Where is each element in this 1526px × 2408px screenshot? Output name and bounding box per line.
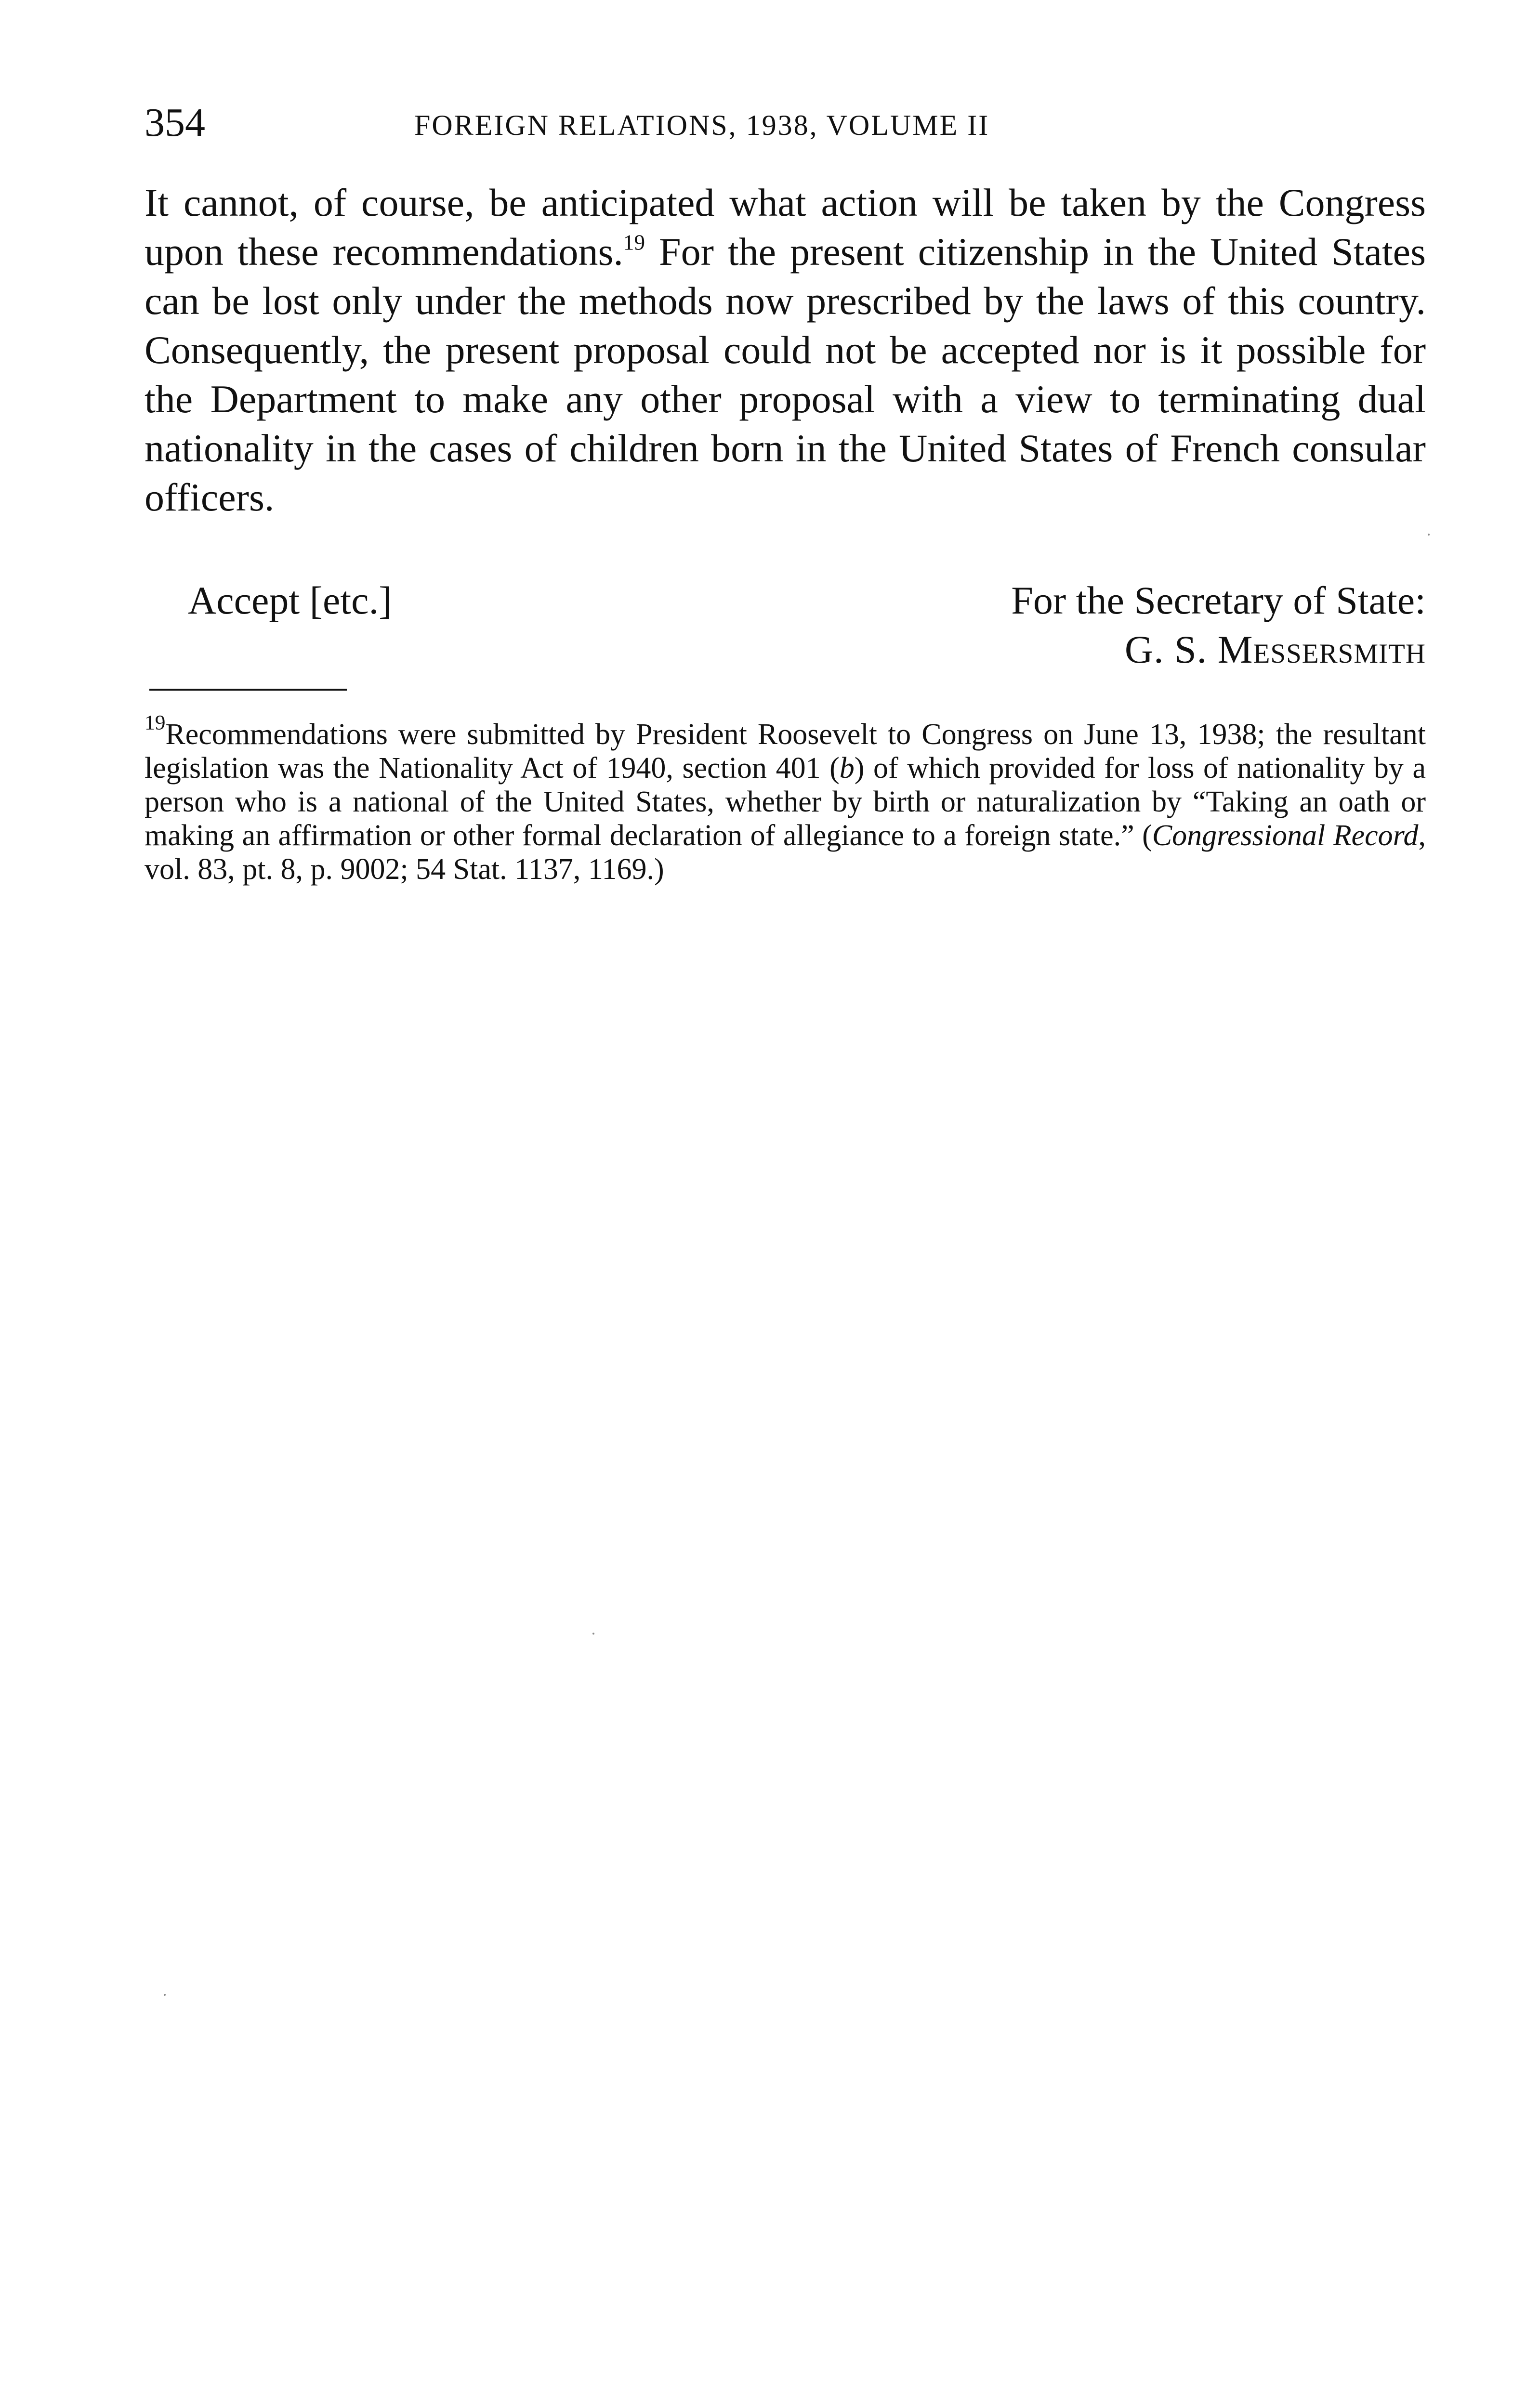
signatory-name: G. S. Messersmith bbox=[1124, 628, 1426, 671]
scan-speck bbox=[1428, 534, 1430, 536]
body-text-after-note: For the present citizenship in the United States can be lost only under the methods now prescribed by the laws of this country. Consequently, the present proposal could not be accepted nor is it possible for the Department to make any other proposal with a view to terminating dual nationality in the cases of children born in the United States of French consular officers. bbox=[145, 230, 1426, 519]
footnote-text-start: Recommendations were submitted by President Roosevelt to Congress on June 13, 1938; the resultant legislation was the Nationality Act of 1940, section 401 ( bbox=[145, 718, 1426, 785]
page-number: 354 bbox=[145, 100, 205, 145]
signature-block bbox=[1011, 576, 1426, 674]
body-text-before-note: It cannot, of course, be anticipated what action will be taken by the Congress upon these recommendations. bbox=[145, 181, 1426, 274]
running-head bbox=[145, 99, 1426, 147]
complimentary-close: Accept [etc.] bbox=[188, 578, 392, 622]
footnote-source-title: Congressional Record bbox=[1152, 819, 1419, 852]
scan-speck bbox=[164, 1994, 166, 1996]
footnote-subsection-letter: b bbox=[839, 752, 855, 785]
scan-speck bbox=[592, 1633, 594, 1635]
footnote-marker: 19 bbox=[145, 711, 166, 734]
document-page bbox=[145, 0, 1426, 2408]
footnote-text-end: , vol. 83, pt. 8, p. 9002; 54 Stat. 1137, 1169.) bbox=[145, 819, 1426, 886]
footnote-text-middle: ) of which provided for loss of nationality by a person who is a national of the United States, whether by birth or naturalization by “Taking an oath or making an affirmation or other formal declaration of allegiance to a foreign state.” ( bbox=[145, 752, 1426, 852]
letter-closing bbox=[145, 576, 1426, 677]
footnote-divider bbox=[149, 689, 347, 691]
running-head-title: FOREIGN RELATIONS, 1938, VOLUME II bbox=[414, 109, 990, 141]
footnote bbox=[145, 711, 1426, 886]
letter-body-paragraph bbox=[145, 178, 1426, 522]
signature-line: For the Secretary of State: bbox=[1011, 578, 1426, 622]
footnote-reference[interactable]: 19 bbox=[623, 230, 645, 255]
